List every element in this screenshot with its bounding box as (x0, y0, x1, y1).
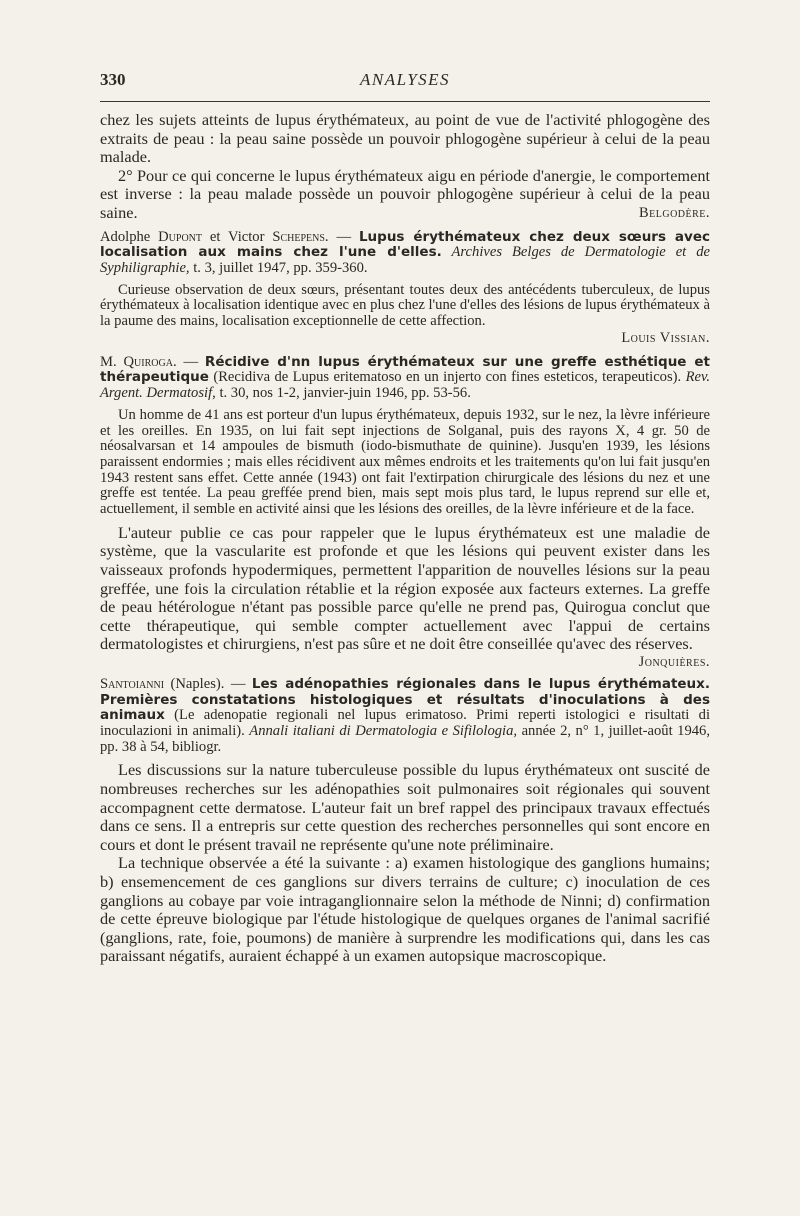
entry2-journal: Rev. Argent. Dermatosif, (100, 369, 710, 402)
entry3-abstract-technique: La technique observée a été la suivante : a) examen histologique des ganglions humains; b) ensemencement de ces ganglions sur divers terrains de culture; c) inoculation de ces ganglions au cobaye par voie intraganglionnaire selon la méthode de Ninni; d) confirmation de cette épreuve biologique par l'étude histologique de quelques organes de l'animal sacrifié (ganglions, rate, foie, poumons) de manière à surprendre les modifications qui, dans les cas paraissant négatifs, auraient échappé à un examen autopsique macroscopique. (100, 853, 710, 966)
entry1-authors-pre: Adolphe (100, 228, 159, 245)
continuation-paragraph-2: 2° Pour ce qui concerne le lupus érythémateux aigu en période d'anergie, le comportement est inverse : la peau malade possède un pouvoir phlogogène supérieur à celui de la peau saine. (100, 165, 710, 222)
entry2-original-title: (Recidiva de Lupus eritematoso en un injerto con fines esteticos, terapeuticos). (208, 369, 686, 386)
entry1-citation: t. 3, juillet 1947, pp. 359-360. (189, 259, 368, 276)
entry1-authors-mid: et Victor (202, 228, 273, 245)
entry1-dash: . — (324, 228, 359, 245)
entry2-title: Récidive d'nn lupus érythémateux sur une greffe esthétique et thérapeutique (100, 353, 710, 386)
page-body (100, 111, 710, 966)
entry1-author1: Dupont (158, 228, 203, 245)
entry3-place: (Naples). — (164, 675, 252, 692)
header-rule (100, 101, 710, 102)
entry2-citation: t. 30, nos 1-2, janvier-juin 1946, pp. 53-56. (215, 385, 471, 402)
running-head-title: ANALYSES (359, 70, 451, 89)
entry1-journal: Archives Belges de Dermatologie et de Syphiligraphie, (100, 244, 710, 276)
entry3-title: Les adénopathies régionales dans le lupus érythémateux. Premières constatations histologiques et résultats d'inoculations à des animaux (100, 675, 710, 724)
entry2-reference (100, 355, 710, 402)
entry1-title: Lupus érythémateux chez deux sœurs avec localisation aux mains chez l'une d'elles. (100, 228, 711, 261)
entry2-abstract-case: Un homme de 41 ans est porteur d'un lupus érythémateux, depuis 1932, sur le nez, la lèvre inférieure et les oreilles. En 1935, on lui fait sept injections de Solganal, puis des rayons X, 4 gr. 50 de néosalvarsan et 14 ampoules de bismuth (iodo-bismuthate de quinine). Jusqu'en 1939, les lésions paraissent endormies ; mais elles récidivent aux mêmes endroits et les traitements qu'on lui fait jusqu'en 1943 restent sans effet. Cette année (1943) ont fait l'extirpation chirurgicale des lésions du nez et une greffe est tentée. La peau greffée prend bien, mais sept mois plus tard, le lupus reprend sur elle et, actuellement, il semble en activité ainsi que les lésions des oreilles, de la lèvre inférieure et de la face. (100, 406, 710, 518)
reviewer-signature-jonquieres: Jonquières. (638, 653, 710, 670)
running-head (100, 70, 710, 94)
entry2-author-initial: M. (100, 353, 124, 370)
entry3-citation: année 2, n° 1, juillet-août 1946, pp. 38 à 54, bibliogr. (100, 723, 711, 755)
entry3-author: Santoianni (100, 675, 165, 692)
entry2-abstract-discussion: L'auteur publie ce cas pour rappeler que le lupus érythémateux est une maladie de système, que la vascularite est profonde et que les lésions qui peuvent exister dans les vaisseaux profonds hypodermiques, permettent l'apparition de nouvelles lésions sur la peau greffée, une fois la circulation rétablie et la région exposée aux facteurs externes. La greffe de peau hétérologue n'étant pas possible parce qu'elle ne prend pas, Quirogua conclut que cette thérapeutique, qui semble compter actuellement avec l'appui de certains dermatologistes et chirurgiens, n'est pas sûre et ne doit être conseillée qu'avec des réserves. (100, 522, 710, 654)
entry2-dash: . — (172, 353, 205, 370)
entry1-author2: Schepens (272, 228, 325, 245)
entry3-reference (100, 677, 710, 756)
entry1-reference (100, 230, 710, 277)
continuation-paragraph-1: chez les sujets atteints de lupus érythémateux, au point de vue de l'activité phlogogène des extraits de peau : la peau saine possède un pouvoir phlogogène supérieur à celui de la peau malade. (100, 110, 710, 167)
page-number: 330 (100, 70, 126, 89)
entry3-original-title: (Le adenopatie regionali nel lupus erimatoso. Primi reperti istologici e risultati di inoculazioni in animali). (100, 707, 710, 740)
reviewer-signature-vissian: Louis Vissian. (621, 329, 710, 346)
entry1-abstract: Curieuse observation de deux sœurs, présentant toutes deux des antécédents tuberculeux, de lupus érythémateux à localisation identique avec en plus chez l'une d'elles des lésions de lupus érythémateux à la paume des mains, localisation exceptionnelle de cette affection. (100, 281, 710, 330)
reviewer-signature-belgodere: Belgodère. (639, 204, 710, 221)
entry2-author: Quiroga (123, 353, 173, 370)
entry3-journal: Annali italiani di Dermatologia e Sifilologia, (249, 723, 518, 740)
entry3-abstract-intro: Les discussions sur la nature tuberculeuse possible du lupus érythémateux ont suscité de nombreuses recherches sur les adénopathies soit pulmonaires soit régionales qui souvent accompagnent cette dermatose. L'auteur fait un bref rappel des principaux travaux effectués dans ce sens. Il a entrepris sur cette question des recherches personnelles qui sont encore en cours et dont le présent travail ne représente qu'une note préliminaire. (100, 760, 710, 854)
